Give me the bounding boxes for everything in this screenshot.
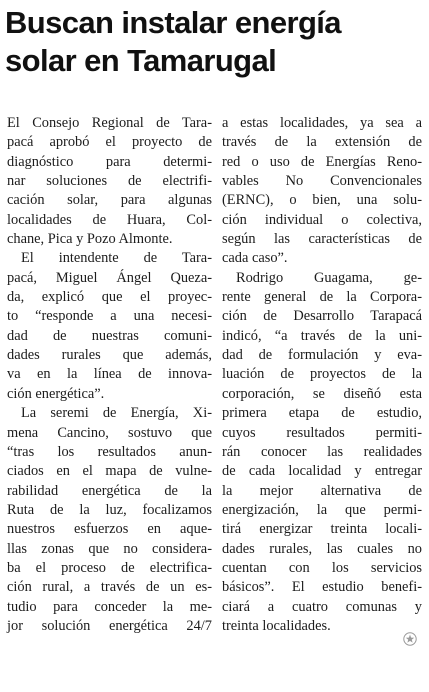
body-line: mena Cancino, sostuvo que xyxy=(7,424,212,441)
body-line: ba el proceso de electrifica- xyxy=(7,559,212,576)
body-line: rán conocer las realidades xyxy=(222,443,422,460)
headline-line-2: solar en Tamarugal xyxy=(5,43,277,78)
body-line: energización, la que permi- xyxy=(222,501,422,518)
body-line: cada caso”. xyxy=(222,250,288,267)
article-column-right xyxy=(222,114,422,636)
article-headline xyxy=(5,4,425,80)
body-line: primera etapa de estudio, xyxy=(222,405,422,422)
body-line: jor solución energética 24/7 xyxy=(7,617,212,634)
body-line: dad de formulación y eva- xyxy=(222,347,422,364)
body-line: cuyos resultados permiti- xyxy=(222,424,422,441)
headline-line-1: Buscan instalar energía xyxy=(5,5,341,40)
body-line: dades rurales, las cuales no xyxy=(222,540,422,557)
body-line: cación solar, para algunas xyxy=(7,192,212,209)
body-line: va en la línea de innova- xyxy=(7,366,212,383)
body-line: red o uso de Energías Reno- xyxy=(222,153,422,170)
body-line: pacá aprobó el proyecto de xyxy=(7,134,212,151)
body-line: ción energética”. xyxy=(7,385,105,402)
body-line: luación de proyectos de la xyxy=(222,366,422,383)
body-line: a estas localidades, ya sea a xyxy=(222,115,422,131)
body-line: tirá energizar treinta locali- xyxy=(222,521,422,538)
body-line: ciados en el mapa de vulne- xyxy=(7,463,212,480)
body-line: Rodrigo Guagama, ge- xyxy=(236,269,422,286)
body-line: Ruta de la luz, focalizamos xyxy=(7,501,212,518)
body-line: llas zonas que no considera- xyxy=(7,540,212,557)
body-line: ción rural, a través de un es- xyxy=(7,579,212,596)
star-end-mark-icon xyxy=(403,632,417,646)
body-line: ción de Desarrollo Tarapacá xyxy=(222,308,422,325)
body-line: chane, Pica y Pozo Almonte. xyxy=(7,231,173,248)
body-line: “tras los resultados anun- xyxy=(7,443,212,460)
body-line: ciará a cuatro comunas y xyxy=(222,598,422,615)
body-line: cuentan con los servicios xyxy=(222,559,422,576)
body-line: nuestros esfuerzos en aque- xyxy=(7,521,212,538)
body-line: pacá, Miguel Ángel Queza- xyxy=(7,269,212,286)
body-line: La seremi de Energía, Xi- xyxy=(21,405,212,422)
body-line: treinta localidades. xyxy=(222,617,331,634)
body-line: El intendente de Tara- xyxy=(21,250,212,267)
body-line: dad de nuestras comuni- xyxy=(7,327,212,344)
body-line: de cada localidad y entregar xyxy=(222,463,422,480)
body-line: ción individual o colectiva, xyxy=(222,211,422,228)
body-line: da, explicó que el proyec- xyxy=(7,289,212,306)
body-line: El Consejo Regional de Tara- xyxy=(7,115,212,131)
body-line: vables No Convencionales xyxy=(222,173,422,190)
body-line: nar soluciones de electrifi- xyxy=(7,173,212,190)
body-line: través de la extensión de xyxy=(222,134,422,151)
body-line: corporación, se diseñó esta xyxy=(222,385,422,402)
body-line: rente general de la Corpora- xyxy=(222,289,422,306)
body-line: rabilidad energética de la xyxy=(7,482,212,499)
body-line: diagnóstico para determi- xyxy=(7,153,212,170)
body-line: la mejor alternativa de xyxy=(222,482,422,499)
body-line: localidades de Huara, Col- xyxy=(7,211,212,228)
body-line: según las características de xyxy=(222,231,422,248)
body-line: tudio para conceder la me- xyxy=(7,598,212,615)
article-column-left xyxy=(7,114,212,636)
body-line: indicó, “a través de la uni- xyxy=(222,327,422,344)
body-line: to “responde a una necesi- xyxy=(7,308,212,325)
body-line: (ERNC), o bien, una solu- xyxy=(222,192,422,209)
body-line: básicos”. El estudio benefi- xyxy=(222,579,422,596)
body-line: dades rurales que además, xyxy=(7,347,212,364)
